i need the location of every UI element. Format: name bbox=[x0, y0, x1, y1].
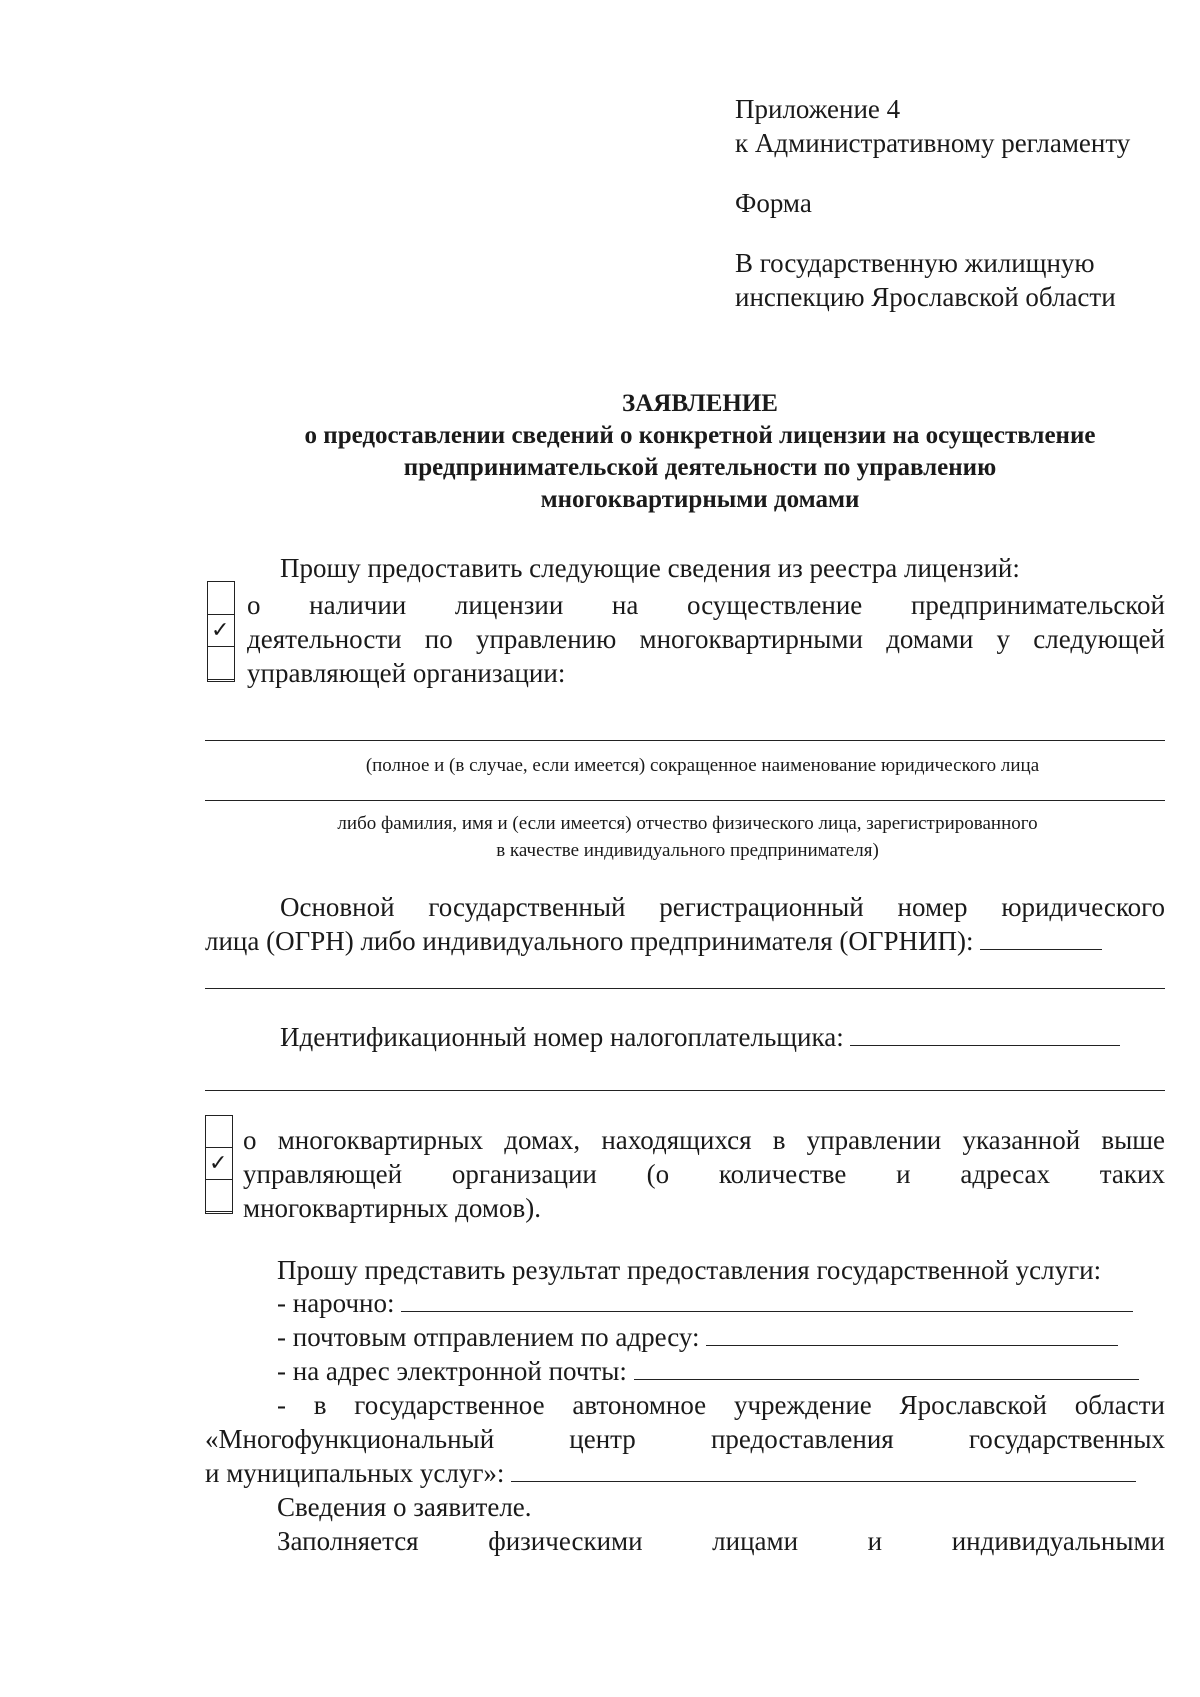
delivery-mfc-line3-row bbox=[205, 1456, 1165, 1490]
ogrn-label bbox=[205, 890, 1165, 958]
title-subtitle-line2: предпринимательской деятельности по управлению bbox=[403, 454, 997, 481]
option-houses-line2: управляющей организации (о количестве и адресах таких bbox=[243, 1159, 1165, 1189]
ogrn-input[interactable] bbox=[980, 925, 1102, 950]
delivery-mfc-line2: «Многофункциональный центр предоставления государственных bbox=[205, 1424, 1165, 1454]
applicant-line1: Заполняется физическими лицами и индивидуальными bbox=[277, 1526, 1165, 1556]
delivery-post-label: - почтовым отправлением по адресу: bbox=[277, 1322, 700, 1352]
license-info-checkbox[interactable] bbox=[207, 581, 235, 682]
check-mark-icon-2: ✓ bbox=[209, 1151, 228, 1176]
applicant-heading: Сведения о заявителе. bbox=[277, 1492, 532, 1522]
option-license-line3: управляющей организации: bbox=[247, 658, 566, 688]
title-subtitle-line1: о предоставлении сведений о конкретной лицензии на осуществление bbox=[304, 422, 1096, 449]
inn-field-continuation[interactable] bbox=[205, 1090, 1165, 1091]
delivery-email-input[interactable] bbox=[634, 1355, 1139, 1380]
organization-name-hint-line2: либо фамилия, имя и (если имеется) отчество физического лица, зарегистрированного bbox=[337, 813, 1038, 834]
inn-label: Идентификационный номер налогоплательщика: bbox=[280, 1022, 844, 1052]
houses-info-checkbox[interactable] bbox=[205, 1115, 233, 1214]
delivery-in-person-label: - нарочно: bbox=[277, 1288, 395, 1318]
inn-input[interactable] bbox=[850, 1021, 1120, 1046]
delivery-post-input[interactable] bbox=[706, 1321, 1118, 1346]
document-header bbox=[735, 92, 1130, 314]
request-intro: Прошу предоставить следующие сведения из реестра лицензий: bbox=[280, 553, 1020, 583]
result-intro: Прошу представить результат предоставления государственной услуги: bbox=[277, 1255, 1102, 1285]
document-title bbox=[200, 388, 1200, 516]
addressee-line1: В государственную жилищную bbox=[735, 248, 1095, 278]
organization-name-field-2[interactable] bbox=[205, 800, 1165, 801]
title-main: ЗАЯВЛЕНИЕ bbox=[622, 390, 778, 417]
inn-row bbox=[280, 1020, 1165, 1054]
delivery-mfc-input[interactable] bbox=[511, 1457, 1136, 1482]
delivery-email-label: - на адрес электронной почты: bbox=[277, 1356, 627, 1386]
option-license-text bbox=[247, 588, 1165, 690]
delivery-mfc-line3: и муниципальных услуг»: bbox=[205, 1458, 505, 1488]
organization-name-hint-line1: (полное и (в случае, если имеется) сокращенное наименование юридического лица bbox=[365, 755, 1040, 776]
ogrn-line1: Основной государственный регистрационный номер юридического bbox=[280, 892, 1165, 922]
option-license-line2: деятельности по управлению многоквартирными домами у следующей bbox=[247, 624, 1165, 654]
title-subtitle-line3: многоквартирными домами bbox=[540, 486, 860, 513]
addressee-line2: инспекцию Ярославской области bbox=[735, 282, 1116, 312]
organization-name-hint-line3: в качестве индивидуального предпринимателя) bbox=[496, 840, 879, 861]
option-license-line1: о наличии лицензии на осуществление предпринимательской bbox=[247, 590, 1165, 620]
appendix-number: Приложение 4 bbox=[735, 94, 901, 124]
delivery-in-person-row bbox=[277, 1286, 1165, 1320]
delivery-mfc-line1: - в государственное автономное учреждение Ярославской области bbox=[277, 1390, 1165, 1420]
check-mark-icon: ✓ bbox=[211, 618, 230, 643]
ogrn-field-continuation[interactable] bbox=[205, 988, 1165, 989]
delivery-mfc-block bbox=[205, 1388, 1165, 1490]
organization-name-hint bbox=[215, 810, 1160, 864]
delivery-in-person-input[interactable] bbox=[401, 1287, 1133, 1312]
option-houses-text bbox=[243, 1123, 1165, 1225]
delivery-post-row bbox=[277, 1320, 1165, 1354]
ogrn-line2 bbox=[205, 924, 1165, 958]
appendix-reference: к Административному регламенту bbox=[735, 128, 1131, 158]
organization-name-field[interactable] bbox=[205, 740, 1165, 741]
option-houses-line3: многоквартирных домов). bbox=[243, 1193, 541, 1223]
option-houses-line1: о многоквартирных домах, находящихся в управлении указанной выше bbox=[243, 1125, 1165, 1155]
ogrn-line2-text: лица (ОГРН) либо индивидуального предпринимателя (ОГРНИП): bbox=[205, 926, 974, 956]
delivery-email-row bbox=[277, 1354, 1165, 1388]
form-label: Форма bbox=[735, 188, 812, 218]
